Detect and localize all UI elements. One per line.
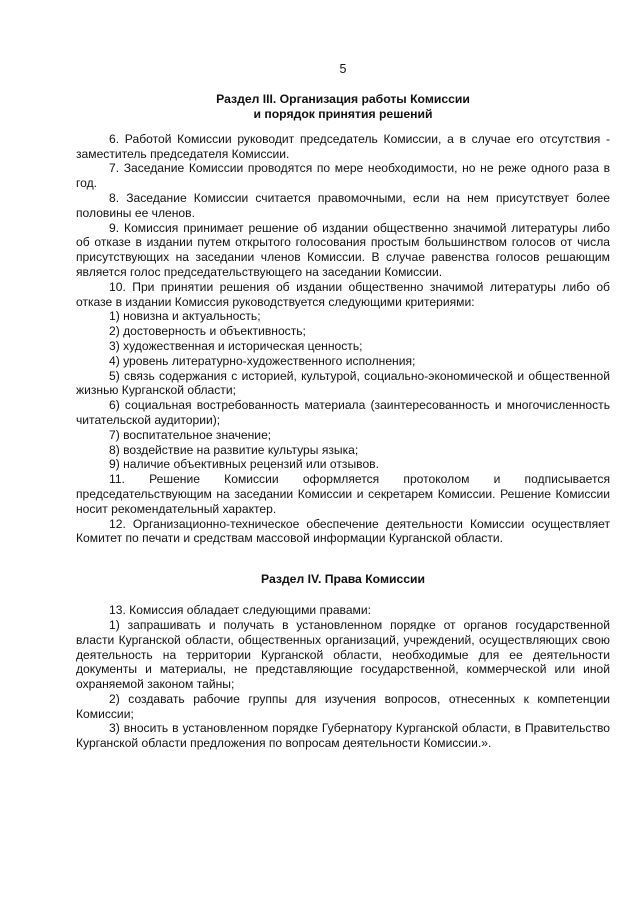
criteria-item: 2) достоверность и объективность; xyxy=(109,324,306,339)
criteria-item: 9) наличие объективных рецензий или отзывов. xyxy=(109,457,379,472)
clause-6: 6. Работой Комиссии руководит председатель Комиссии, а в случае его отсутствия - заместитель председателя Комиссии. xyxy=(76,131,610,161)
criteria-item: 4) уровень литературно-художественного исполнения; xyxy=(109,353,416,368)
section-3-title-line-2: и порядок принятия решений xyxy=(253,106,433,121)
section-4-title: Раздел IV. Права Комиссии xyxy=(260,572,425,587)
clause-7: 7. Заседание Комиссии проводятся по мере необходимости, но не реже одного раза в год. xyxy=(76,161,610,191)
criteria-item: 3) художественная и историческая ценность; xyxy=(109,338,363,353)
criteria-list xyxy=(76,309,610,472)
clause-11: 11. Решение Комиссии оформляется протоколом и подписывается председательствующим на заседании Комиссии и секретарем Комиссии. Решение Комиссии носит рекомендательный характер. xyxy=(76,472,610,516)
clause-9: 9. Комиссия принимает решение об издании общественно значимой литературы либо об отказе в издании путем открытого голосования простым большинством голосов от числа присутствующих на заседании членов Комиссии. В случае равенства голосов решающим является голос председательствующего на заседании Комиссии. xyxy=(76,220,610,279)
criteria-item: 5) связь содержания с историей, культурой, социально-экономической и общественной жизнью Курганской области; xyxy=(76,368,610,398)
section-3-body xyxy=(76,132,610,546)
criteria-item: 7) воспитательное значение; xyxy=(109,427,272,442)
page-number: 5 xyxy=(339,62,347,76)
clause-8: 8. Заседание Комиссии считается правомочными, если на нем присутствует более половины ее членов. xyxy=(76,190,610,220)
criteria-item: 8) воздействие на развитие культуры языка; xyxy=(109,442,359,457)
section-4-body xyxy=(76,603,610,751)
rights-item: 1) запрашивать и получать в установленном порядке от органов государственной власти Курганской области, общественных организаций, учреждений, осуществляющих свою деятельность на территории Курганской области, необходимые для ее деятельности документы и материалы, не представляющие государственной, коммерческой или иной охраняемой законом тайны; xyxy=(76,617,610,692)
clause-13: 13. Комиссия обладает следующими правами: xyxy=(109,603,371,618)
rights-item: 2) создавать рабочие группы для изучения вопросов, отнесенных к компетенции Комиссии; xyxy=(76,691,610,721)
criteria-item: 1) новизна и актуальность; xyxy=(109,309,261,324)
section-3-title-line-1: Раздел III. Организация работы Комиссии xyxy=(216,91,470,106)
clause-12: 12. Организационно-техническое обеспечение деятельности Комиссии осуществляет Комитет по печати и средствам массовой информации Курганской области. xyxy=(76,516,610,546)
rights-item: 3) вносить в установленном порядке Губернатору Курганской области, в Правительство Курганской области предложения по вопросам деятельности Комиссии.». xyxy=(76,721,610,751)
criteria-item: 6) социальная востребованность материала (заинтересованность и многочисленность читательской аудитории); xyxy=(76,398,610,427)
clause-10: 10. При принятии решения об издании общественно значимой литературы либо об отказе в издании Комиссия руководствуется следующими критериями: xyxy=(76,279,610,309)
